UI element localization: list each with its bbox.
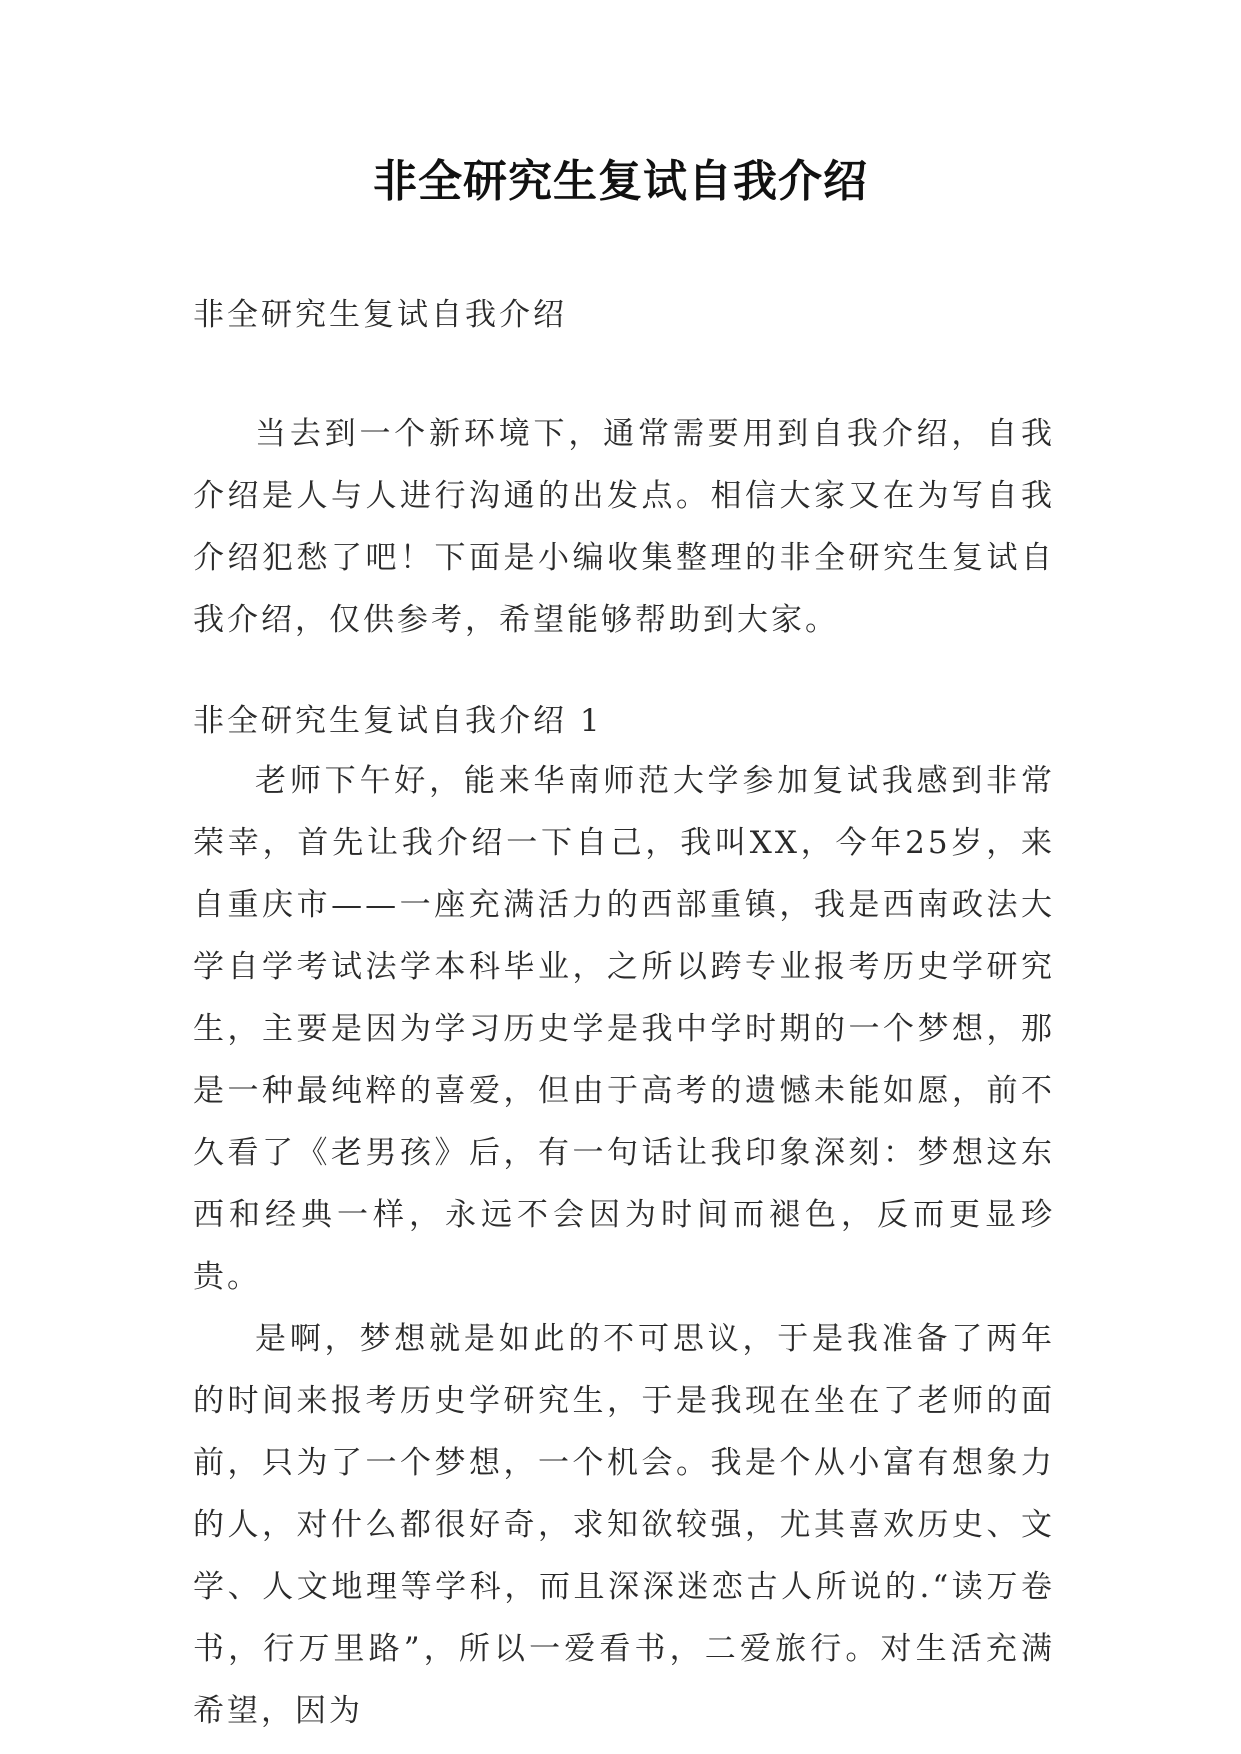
body-paragraph: 老师下午好，能来华南师范大学参加复试我感到非常荣幸，首先让我介绍一下自己，我叫XX，今年25岁，来自重庆市——一座充满活力的西部重镇，我是西南政法大学自学考试法学本科毕业，之所以跨专业报考历史学研究生，主要是因为学习历史学是我中学时期的一个梦想，那是一种最纯粹的喜爱，但由于高考的遗憾未能如愿，前不久看了《老男孩》后，有一句话让我印象深刻：梦想这东西和经典一样，永远不会因为时间而褪色，反而更显珍贵。 [193, 763, 1055, 1295]
body-paragraph: 是啊，梦想就是如此的不可思议，于是我准备了两年的时间来报考历史学研究生，于是我现在坐在了老师的面前，只为了一个梦想，一个机会。我是个从小富有想象力的人，对什么都很好奇，求知欲较强，尤其喜欢历史、文学、人文地理等学科，而且深深迷恋古人所说的.“读万卷书，行万里路”，所以一爱看书，二爱旅行。对生活充满希望，因为 [193, 1321, 1055, 1729]
intro-block [193, 403, 1055, 651]
section-heading: 非全研究生复试自我介绍 1 [193, 703, 603, 739]
document-title: 非全研究生复试自我介绍 [373, 156, 868, 207]
intro-paragraph: 当去到一个新环境下，通常需要用到自我介绍，自我介绍是人与人进行沟通的出发点。相信大家又在为写自我介绍犯愁了吧！下面是小编收集整理的非全研究生复试自我介绍，仅供参考，希望能够帮助到大家。 [193, 416, 1055, 638]
document-subtitle: 非全研究生复试自我介绍 [193, 297, 567, 333]
section-body [193, 750, 1055, 1742]
